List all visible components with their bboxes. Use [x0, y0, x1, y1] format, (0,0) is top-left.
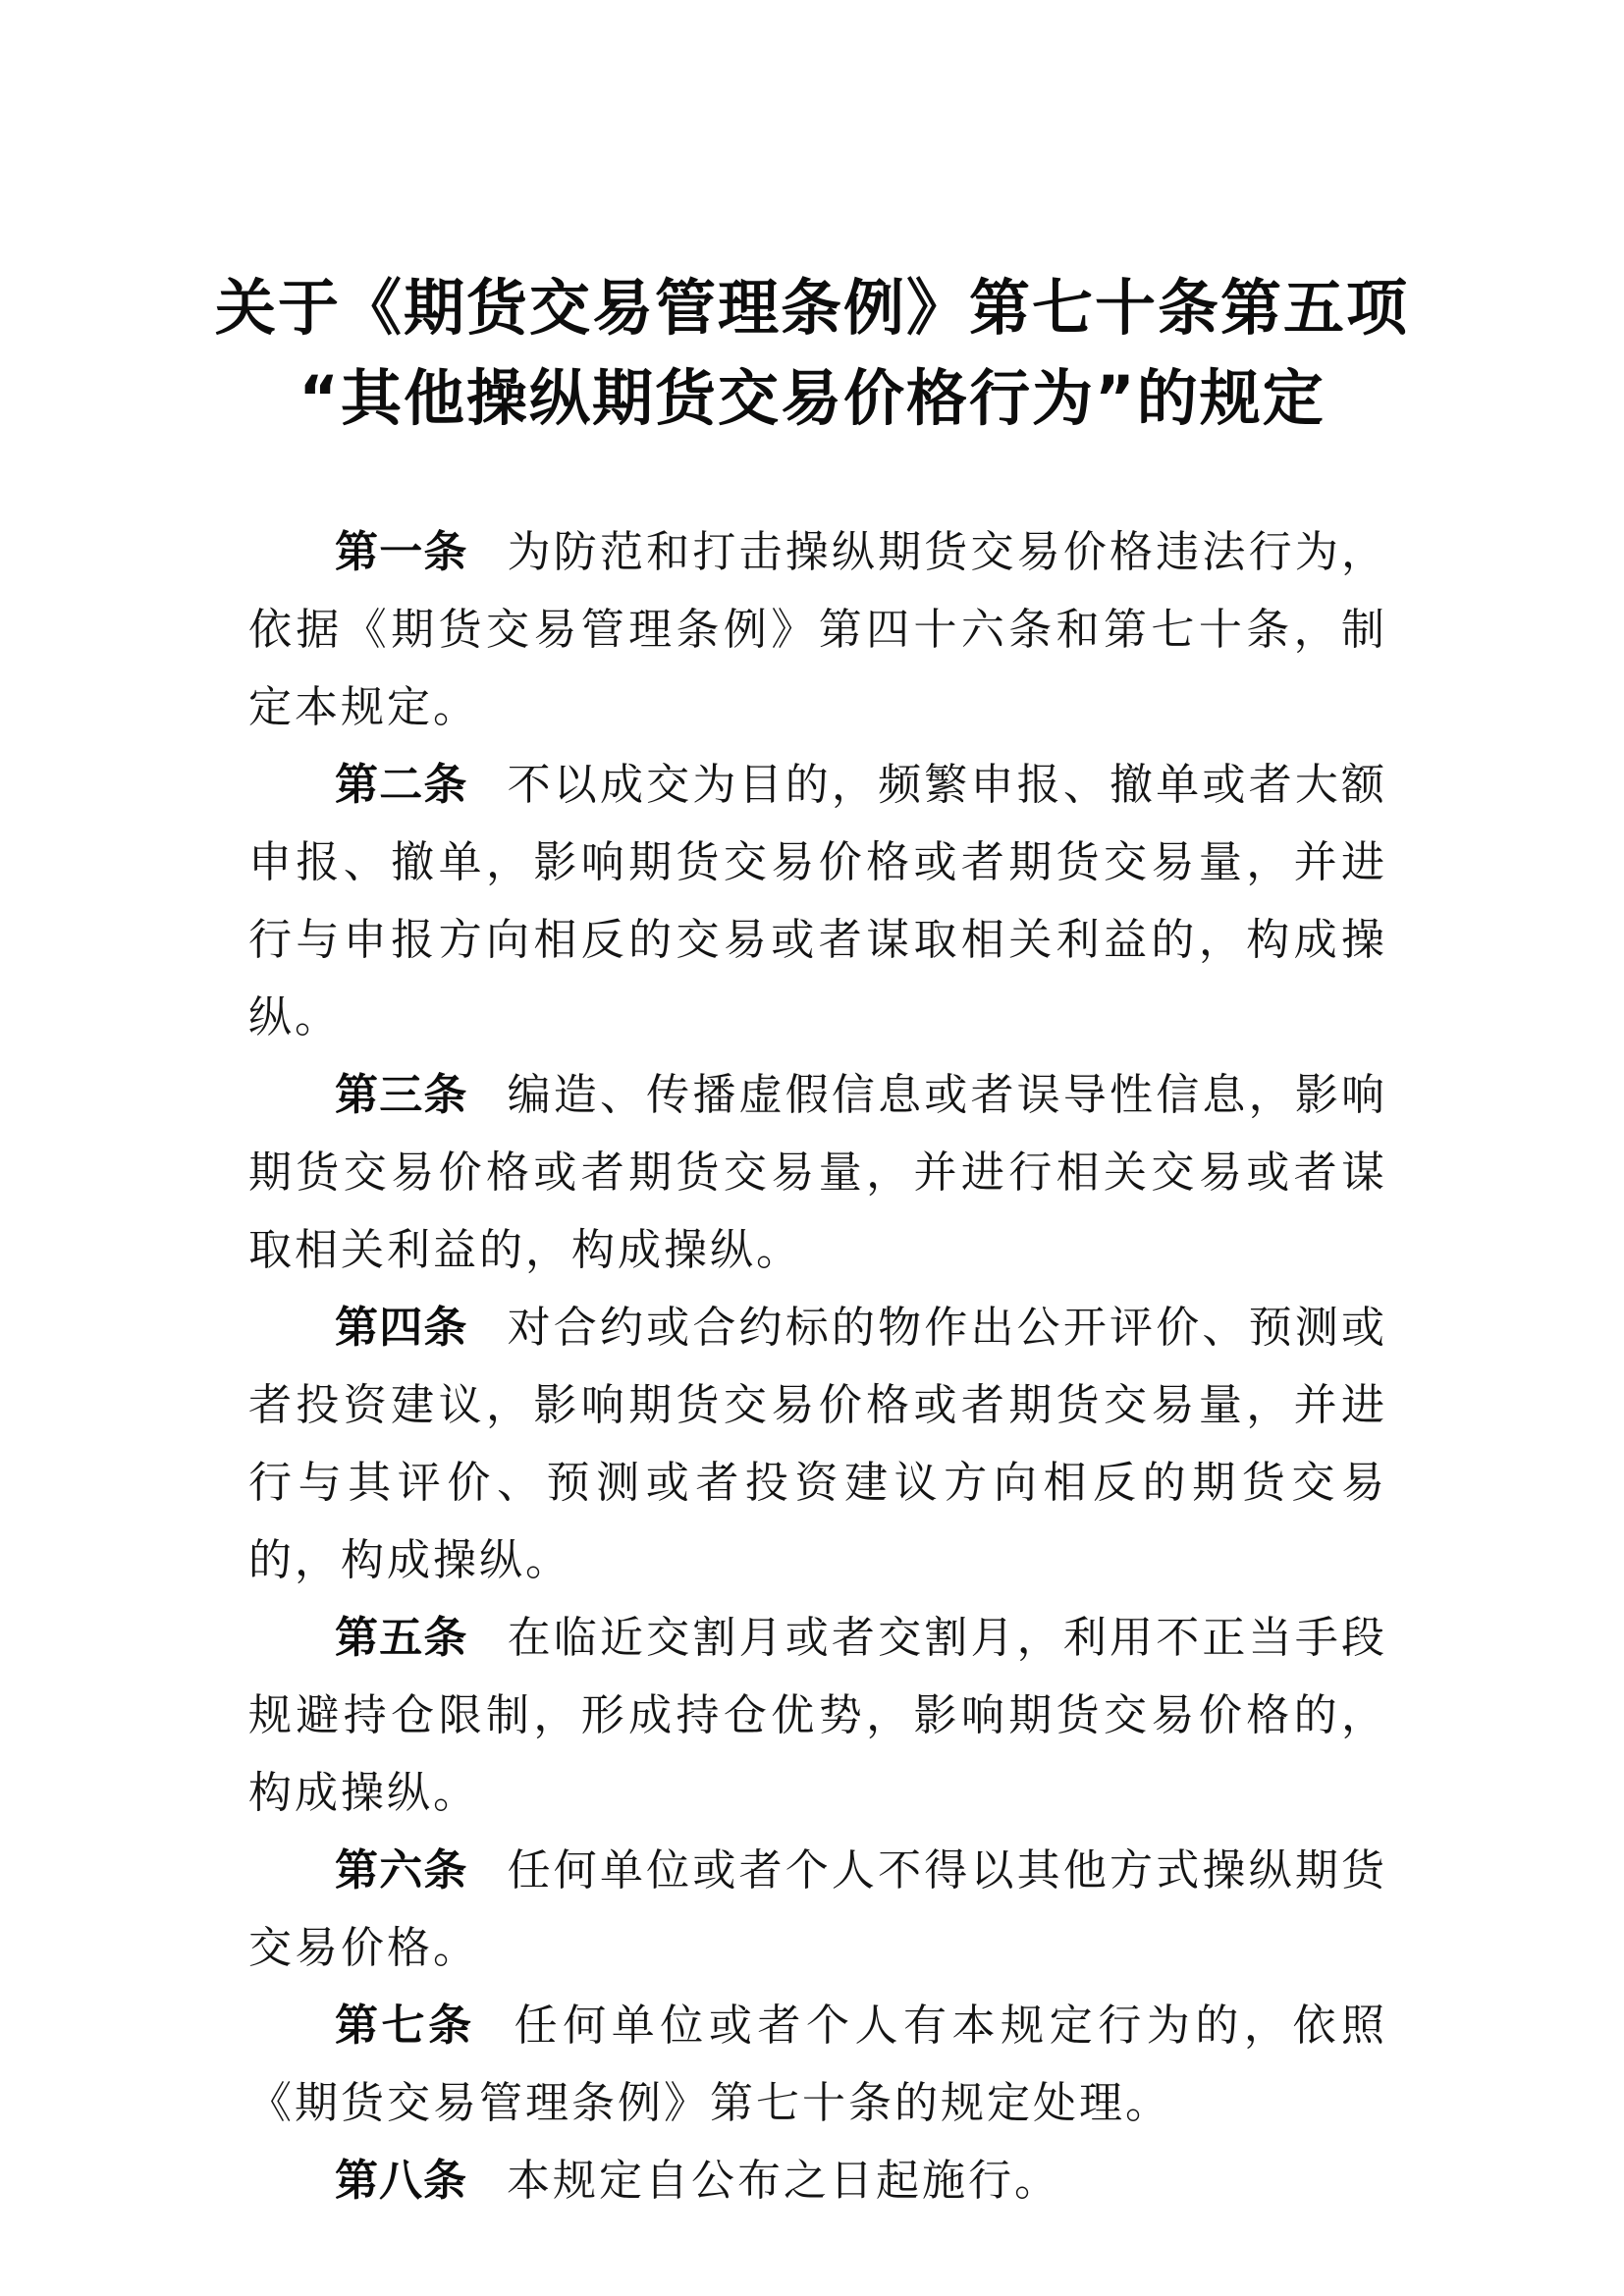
article-7 — [248, 1987, 1387, 2142]
article-number: 第五条 — [335, 1613, 468, 1663]
article-1 — [248, 513, 1387, 746]
title-line-2: “其他操纵期货交易价格行为”的规定 — [298, 362, 1326, 434]
article-text: 任何单位或者个人有本规定行为的，依照《期货交易管理条例》第七十条的规定处理。 — [248, 2001, 1388, 2128]
article-text: 任何单位或者个人不得以其他方式操纵期货交易价格。 — [248, 1845, 1388, 1973]
article-text: 本规定自公布之日起施行。 — [507, 2156, 1060, 2206]
article-4 — [248, 1289, 1387, 1599]
article-number: 第三条 — [335, 1070, 468, 1120]
article-text: 在临近交割月或者交割月，利用不正当手段规避持仓限制，形成持仓优势，影响期货交易价格的，构成操纵。 — [248, 1613, 1388, 1818]
article-text: 编造、传播虚假信息或者误导性信息，影响期货交易价格或者期货交易量，并进行相关交易或者谋取相关利益的，构成操纵。 — [248, 1070, 1388, 1275]
article-text: 不以成交为目的，频繁申报、撤单或者大额申报、撤单，影响期货交易价格或者期货交易量，并进行与申报方向相反的交易或者谋取相关利益的，构成操纵。 — [248, 760, 1388, 1042]
article-number: 第六条 — [335, 1845, 468, 1896]
article-8 — [248, 2142, 1387, 2219]
article-number: 第二条 — [335, 760, 468, 810]
article-2 — [248, 746, 1387, 1056]
article-number: 第四条 — [335, 1303, 468, 1353]
article-6 — [248, 1832, 1387, 1987]
article-text: 为防范和打击操纵期货交易价格违法行为，依据《期货交易管理条例》第四十六条和第七十条，制定本规定。 — [248, 527, 1388, 732]
article-5 — [248, 1599, 1387, 1832]
article-text: 对合约或合约标的物作出公开评价、预测或者投资建议，影响期货交易价格或者期货交易量，并进行与其评价、预测或者投资建议方向相反的期货交易的，构成操纵。 — [248, 1303, 1388, 1585]
article-number: 第八条 — [335, 2156, 467, 2206]
document-title — [177, 263, 1447, 444]
title-line-1: 关于《期货交易管理条例》第七十条第五项 — [214, 272, 1409, 344]
article-number: 第一条 — [335, 527, 468, 577]
document-body — [248, 513, 1387, 2219]
article-3 — [248, 1056, 1387, 1289]
article-number: 第七条 — [335, 2001, 475, 2051]
